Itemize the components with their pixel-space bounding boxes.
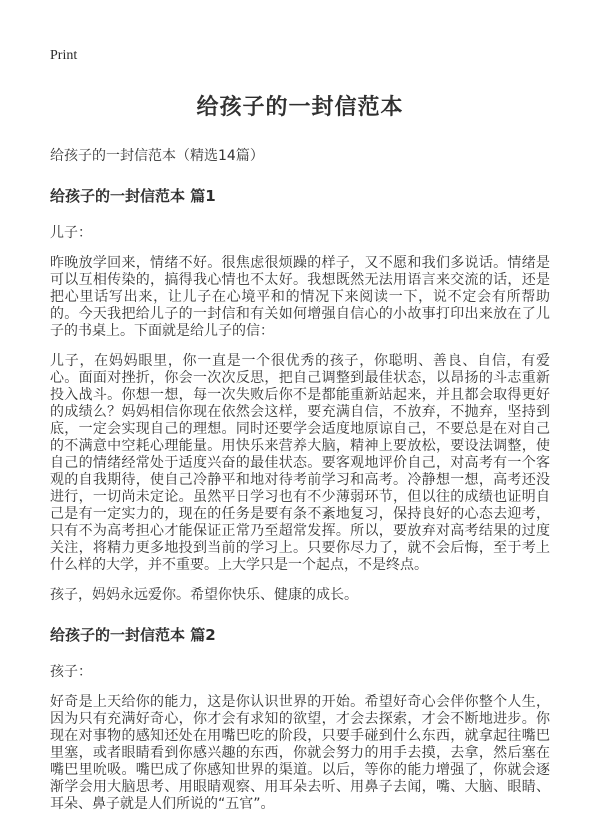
section-1-heading: 给孩子的一封信范本 篇1 [50,187,216,205]
document-subtitle: 给孩子的一封信范本（精选14篇） [50,148,264,164]
section-2-salutation: 孩子： [50,664,92,680]
section-1-paragraph-1: 昨晚放学回来，情绪不好。很焦虑很烦躁的样子，又不愿和我们多说话。情绪是可以互相传染的，搞得我心情也不太好。我想既然无法用语言来交流的话，还是把心里话写出来，让儿子在心境平和的情况下来阅读一下，说不定会有所帮助的。今天我把给儿子的一封信和有关如何增强自信心的小故事打印出来放在了儿子的书桌上。下面就是给儿子的信： [50,255,550,339]
section-2-heading: 给孩子的一封信范本 篇2 [50,626,216,644]
print-link[interactable]: Print [50,48,78,63]
section-1-salutation: 儿子： [50,225,92,241]
section-1-paragraph-3: 孩子，妈妈永远爱你。希望你快乐、健康的成长。 [50,587,358,603]
page-title: 给孩子的一封信范本 [196,95,404,120]
section-2-paragraph-1: 好奇是上天给你的能力，这是你认识世界的开始。希望好奇心会伴你整个人生，因为只有充满好奇心，你才会有求知的欲望，才会去探索，才会不断地进步。你现在对事物的感知还处在用嘴巴吃的阶段，只要手碰到什么东西，就拿起往嘴巴里塞，或者眼睛看到你感兴趣的东西，你就会努力的用手去摸，去拿，然后塞在嘴巴里吮吸。嘴巴成了你感知世界的渠道。以后，等你的能力增强了，你就会逐渐学会用大脑思考、用眼睛观察、用耳朵去听、用鼻子去闻，嘴、大脑、眼睛、耳朵、鼻子就是人们所说的“五官”。 [50,694,550,812]
section-1-paragraph-2: 儿子，在妈妈眼里，你一直是一个很优秀的孩子，你聪明、善良、自信，有爱心。面面对挫折，你会一次次反思，把自己调整到最佳状态，以昂扬的斗志重新投入战斗。你想一想，每一次失败后你不是都能重新站起来，并且都会取得更好的成绩么？妈妈相信你现在依然会这样，要充满自信，不放弃，不抛弃，坚持到底，一定会实现自己的理想。同时还要学会适度地原谅自己，不要总是在对自己的不满意中空耗心理能量。用快乐来营养大脑，精神上要放松，要设法调整，使自己的情绪经常处于适度兴奋的最佳状态。要客观地评价自己，对高考有一个客观的自我期待，使自己冷静平和地对待考前学习和高考。冷静想一想，高考还没进行，一切尚未定论。虽然平日学习也有不少薄弱环节，但以往的成绩也证明自己是有一定实力的，现在的任务是要有条不紊地复习，保持良好的心态去迎考，只有不为高考担心才能保证正常乃至超常发挥。所以，要放弃对高考结果的过度关注，将精力更多地投到当前的学习上。只要你尽力了，就不会后悔，至于考上什么样的大学，并不重要。上大学只是一个起点，不是终点。 [50,353,550,573]
